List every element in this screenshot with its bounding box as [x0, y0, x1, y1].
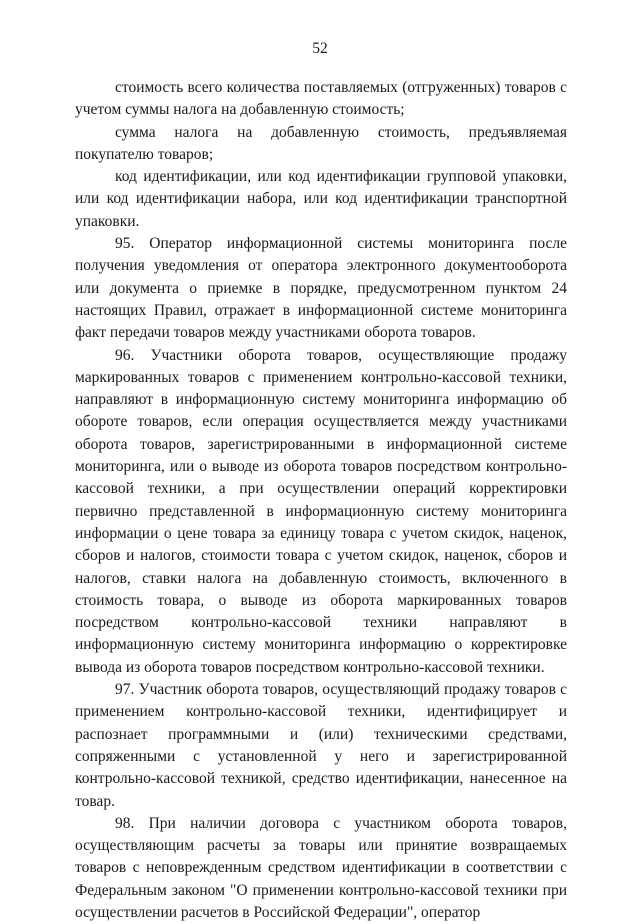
document-body: [75, 77, 567, 924]
paragraph: 96. Участники оборота товаров, осуществляющие продажу маркированных товаров с применением контрольно-кассовой техники, направляют в информационную систему мониторинга информацию об обороте товаров, если операция осуществляется между участниками оборота товаров, зарегистрированными в информационной системе мониторинга, или о выводе из оборота товаров посредством контрольно-кассовой техники, а при осуществлении операций корректировки первично представленной в информационную систему мониторинга информации о цене товара за единицу товара с учетом скидок, наценок, сборов и налогов, стоимости товара с учетом скидок, наценок, сборов и налогов, ставки налога на добавленную стоимость, включенного в стоимость товара, о выводе из оборота маркированных товаров посредством контрольно-кассовой техники направляют в информационную систему мониторинга информацию о корректировке вывода из оборота товаров посредством контрольно-кассовой техники.: [75, 346, 567, 676]
page-number: 52: [312, 40, 328, 57]
paragraph: код идентификации, или код идентификации групповой упаковки, или код идентификации набора, или код идентификации транспортной упаковки.: [75, 168, 567, 230]
paragraph: сумма налога на добавленную стоимость, предъявляемая покупателю товаров;: [75, 123, 567, 163]
paragraph: 98. При наличии договора с участником оборота товаров, осуществляющим расчеты за товары или принятие возвращаемых товаров с неповрежденным средством идентификации в соответствии с Федеральным законом "О применении контрольно-кассовой техники при осуществлении расчетов в Российской Федерации", оператор: [75, 814, 567, 921]
paragraph: 97. Участник оборота товаров, осуществляющий продажу товаров с применением контрольно-кассовой техники, идентифицирует и распознает программными и (или) техническими средствами, сопряженными с установленной у него и зарегистрированной контрольно-кассовой техникой, средство идентификации, нанесенное на товар.: [75, 681, 567, 810]
paragraph: 95. Оператор информационной системы мониторинга после получения уведомления от оператора электронного документооборота или документа о приемке в порядке, предусмотренном пунктом 24 настоящих Правил, отражает в информационной системе мониторинга факт передачи товаров между участниками оборота товаров.: [75, 235, 567, 342]
paragraph: стоимость всего количества поставляемых (отгруженных) товаров с учетом суммы налога на добавленную стоимость;: [75, 79, 567, 119]
